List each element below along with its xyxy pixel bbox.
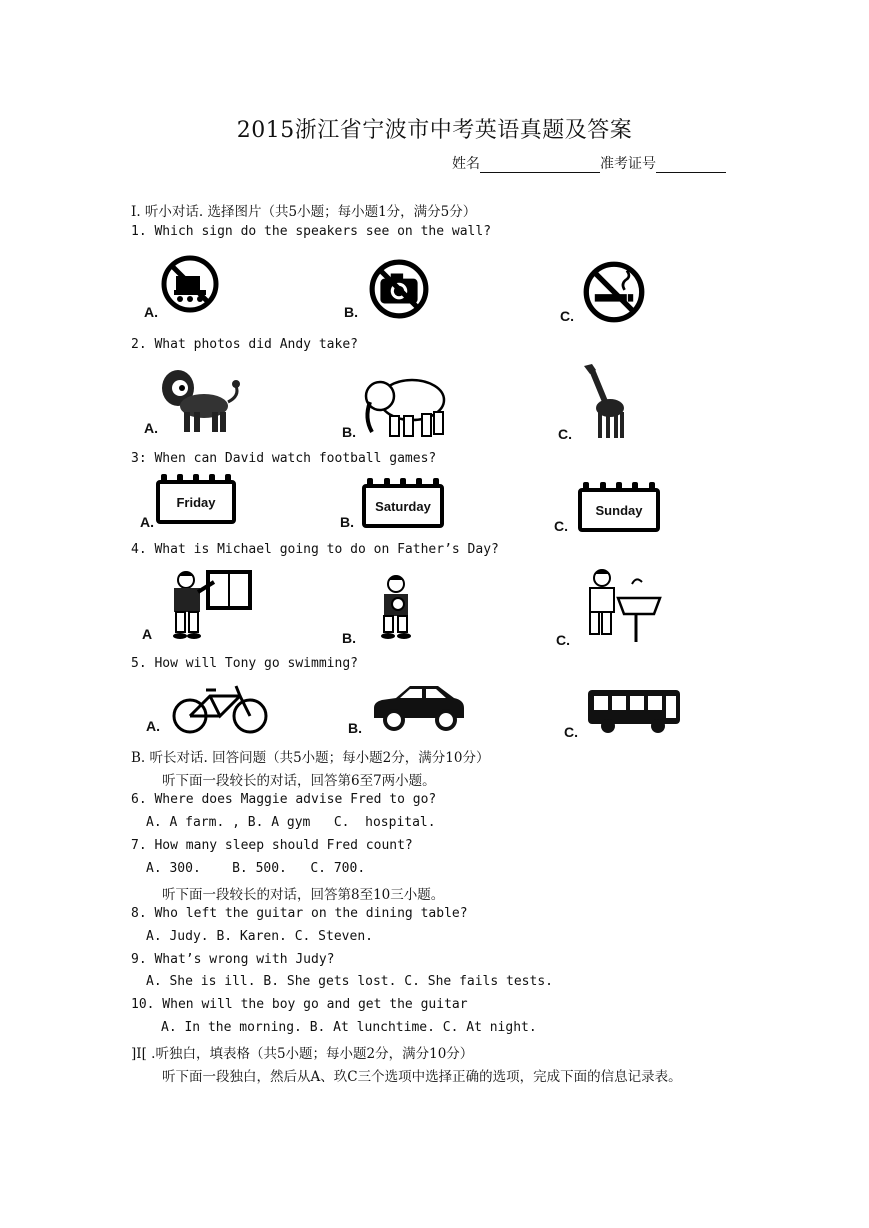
question-5: 5. How will Tony go swimming? — [131, 656, 358, 671]
option-c-label: C. — [558, 426, 572, 442]
section-2-intro-2: 听下面一段较长的对话，回答第8至10三小题。 — [162, 887, 445, 903]
day-label: Friday — [176, 494, 216, 510]
student-info-line — [452, 153, 726, 173]
option-a-label: A. — [140, 514, 154, 530]
calendar-rings — [362, 478, 444, 488]
option-c-label: C. — [564, 724, 578, 740]
question-1: 1. Which sign do the speakers see on the wall? — [131, 224, 492, 239]
option-b-label: B. — [348, 720, 362, 736]
giraffe-icon — [578, 360, 628, 440]
question-6: 6. Where does Maggie advise Fred to go? — [131, 792, 437, 807]
option-b-label: B. — [340, 514, 354, 530]
option-c-label: C. — [556, 632, 570, 648]
section-3-intro: 听下面一段独白，然后从A、玖C三个选项中选择正确的选项，完成下面的信息记录表。 — [162, 1069, 682, 1085]
no-skating-sign-icon — [160, 254, 220, 314]
question-3-pictures — [130, 472, 690, 542]
question-2-pictures — [130, 360, 670, 442]
day-label: Sunday — [595, 502, 643, 518]
option-a-label: A — [142, 626, 153, 642]
section-2-heading: B. 听长对话. 回答问题（共5小题；每小题2分，满分10分） — [131, 750, 490, 766]
calendar-rings — [156, 474, 236, 484]
calendar-sunday — [578, 488, 660, 532]
day-label: Saturday — [375, 498, 431, 514]
question-8: 8. Who left the guitar on the dining table? — [131, 906, 468, 921]
bicycle-icon — [170, 682, 270, 734]
section-2-intro-1: 听下面一段较长的对话，回答第6至7两小题。 — [162, 773, 436, 789]
question-4-pictures — [130, 564, 690, 648]
boy-cleaning-window-icon — [164, 568, 254, 642]
no-smoking-sign-icon — [582, 260, 646, 324]
question-2: 2. What photos did Andy take? — [131, 337, 358, 352]
question-5-pictures — [130, 676, 690, 742]
question-8-options: A. Judy. B. Karen. C. Steven. — [146, 929, 373, 944]
option-a-label: A. — [144, 420, 158, 436]
calendar-saturday — [362, 484, 444, 528]
question-10-options: A. In the morning. B. At lunchtime. C. At night. — [161, 1020, 537, 1035]
no-photos-sign-icon — [368, 258, 430, 320]
car-icon — [370, 682, 468, 734]
calendar-rings — [578, 482, 660, 492]
option-b-label: B. — [342, 630, 356, 646]
id-label: 准考证号 — [600, 156, 656, 172]
option-b-label: B. — [344, 304, 358, 320]
question-1-pictures — [130, 250, 670, 328]
question-4: 4. What is Michael going to do on Father’s Day? — [131, 542, 499, 557]
section-3-heading: ]I[ .听独白，填表格（共5小题；每小题2分，满分10分） — [131, 1046, 474, 1062]
question-3: 3: When can David watch football games? — [131, 451, 437, 466]
bus-icon — [586, 688, 682, 734]
question-9: 9. What’s wrong with Judy? — [131, 952, 335, 967]
boy-washing-dishes-icon — [582, 566, 666, 646]
option-c-label: C. — [560, 308, 574, 324]
question-10: 10. When will the boy go and get the guitar — [131, 997, 468, 1012]
boy-playing-icon — [370, 574, 422, 642]
section-1-heading: I. 听小对话. 选择图片（共5小题；每小题1分，满分5分） — [131, 204, 477, 220]
question-7-options: A. 300. B. 500. C. 700. — [146, 861, 366, 876]
lion-icon — [156, 366, 242, 436]
calendar-friday — [156, 480, 236, 524]
option-b-label: B. — [342, 424, 356, 440]
question-9-options: A. She is ill. B. She gets lost. C. She fails tests. — [146, 974, 553, 989]
question-7: 7. How many sleep should Fred count? — [131, 838, 413, 853]
page-title: 2015浙江省宁波市中考英语真题及答案 — [236, 118, 633, 143]
option-a-label: A. — [146, 718, 160, 734]
option-c-label: C. — [554, 518, 568, 534]
option-a-label: A. — [144, 304, 158, 320]
question-6-options: A. A farm. , B. A gym C. hospital. — [146, 815, 436, 830]
elephant-icon — [360, 372, 452, 438]
name-label: 姓名 — [452, 156, 480, 172]
id-blank — [656, 156, 726, 173]
name-blank — [480, 156, 600, 173]
